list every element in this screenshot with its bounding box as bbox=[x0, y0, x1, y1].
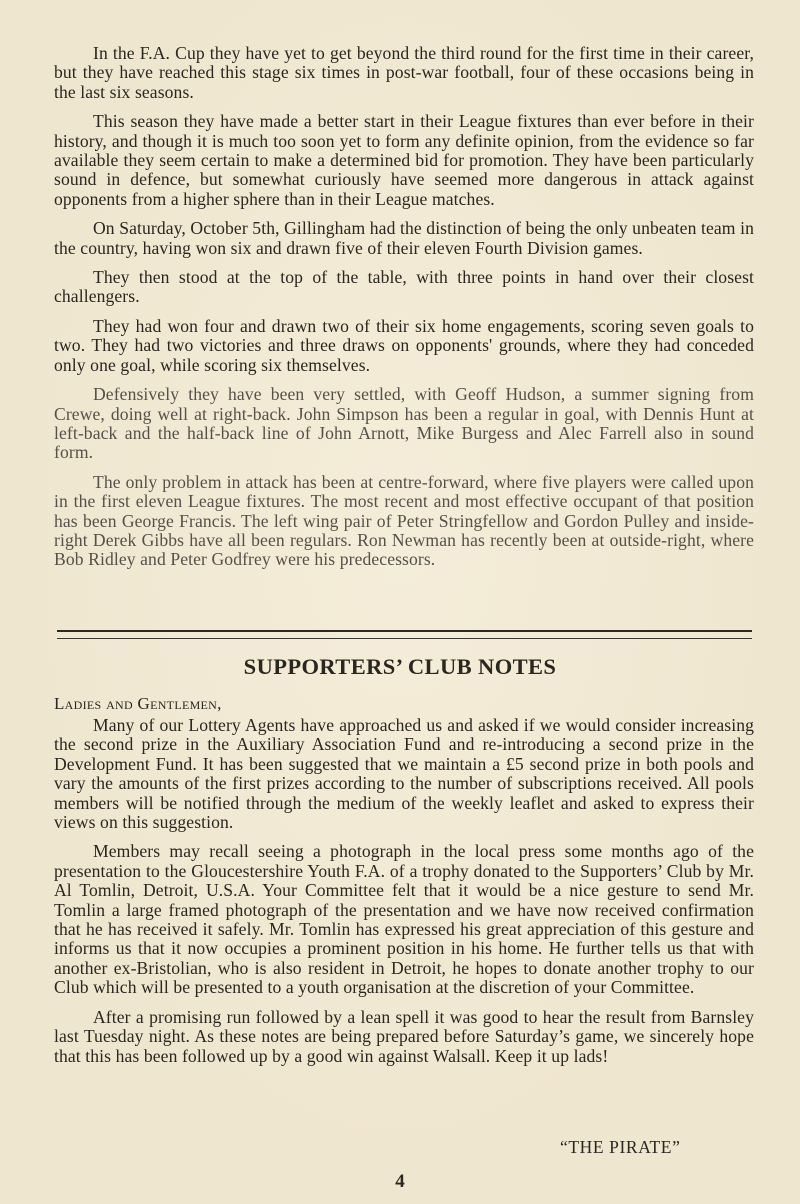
article-paragraph: In the F.A. Cup they have yet to get beyond the third round for the first time in their career, but they have reached this stage six times in post-war football, four of these occasions being in the last six seasons. bbox=[54, 43, 754, 102]
article-paragraph: This season they have made a better start in their League fixtures than ever before in their history, and though it is much too soon yet to form any definite opinion, from the evidence so far available they seem certain to make a determined bid for promotion. They have been particularly sound in defence, but somewhat curiously have seemed more dangerous in attack against opponents from a higher sphere than in their League matches. bbox=[54, 111, 754, 209]
article-paragraph: On Saturday, October 5th, Gillingham had the distinction of being the only unbeaten team in the country, having won six and drawn five of their eleven Fourth Division games. bbox=[54, 218, 754, 258]
notes-paragraph: Many of our Lottery Agents have approached us and asked if we would consider increasing the second prize in the Auxiliary Association Fund and re-introducing a second prize in the Development Fund. It has been suggested that we maintain a £5 second prize in both pools and vary the amounts of the first prizes according to the number of subscriptions received. All pools members will be notified through the medium of the weekly leaflet and asked to express their views on this suggestion. bbox=[54, 715, 754, 833]
salutation: Ladies and Gentlemen, bbox=[54, 694, 222, 713]
section-divider bbox=[57, 630, 752, 639]
article-paragraph: They then stood at the top of the table, with three points in hand over their closest challengers. bbox=[54, 267, 754, 307]
supporters-club-notes bbox=[54, 694, 754, 1076]
club-profile-article bbox=[54, 44, 754, 580]
signature: “THE PIRATE” bbox=[560, 1137, 681, 1157]
article-paragraph: They had won four and drawn two of their six home engagements, scoring seven goals to two. They had two victories and three draws on opponents' grounds, where they had conceded only one goal, while scoring six themselves. bbox=[54, 315, 754, 375]
section-heading: SUPPORTERS’ CLUB NOTES bbox=[243, 654, 557, 679]
notes-paragraph: After a promising run followed by a lean spell it was good to hear the result from Barnsley last Tuesday night. As these notes are being prepared before Saturday’s game, we sincerely hope that this has been followed up by a good win against Walsall. Keep it up lads! bbox=[54, 1006, 754, 1066]
page-number: 4 bbox=[395, 1171, 405, 1192]
notes-paragraph: Members may recall seeing a photograph in the local press some months ago of the presentation to the Gloucestershire Youth F.A. of a trophy donated to the Supporters’ Club by Mr. Al Tomlin, Detroit, U.S.A. Your Committee felt that it would be a nice gesture to send Mr. Tomlin a large framed photograph of the presentation and we have now received confirmation that he has received it safely. Mr. Tomlin has expressed his great appreciation of this gesture and informs us that it now occupies a prominent position in his home. He further tells us that with another ex-Bristolian, who is also resident in Detroit, he hopes to donate another trophy to our Club which will be presented to a youth organisation at the discretion of your Committee. bbox=[54, 841, 754, 998]
article-paragraph: The only problem in attack has been at centre-forward, where five players were called upon in the first eleven League fixtures. The most recent and most effective occupant of that position has been George Francis. The left wing pair of Peter Stringfellow and Gordon Pulley and inside-right Derek Gibbs have all been regulars. Ron Newman has recently been at outside-right, where Bob Ridley and Peter Godfrey were his predecessors. bbox=[54, 471, 754, 570]
article-paragraph: Defensively they have been very settled, with Geoff Hudson, a summer signing from Crewe, doing well at right-back. John Simpson has been a regular in goal, with Dennis Hunt at left-back and the half-back line of John Arnott, Mike Burgess and Alec Farrell also in sound form. bbox=[54, 384, 754, 463]
